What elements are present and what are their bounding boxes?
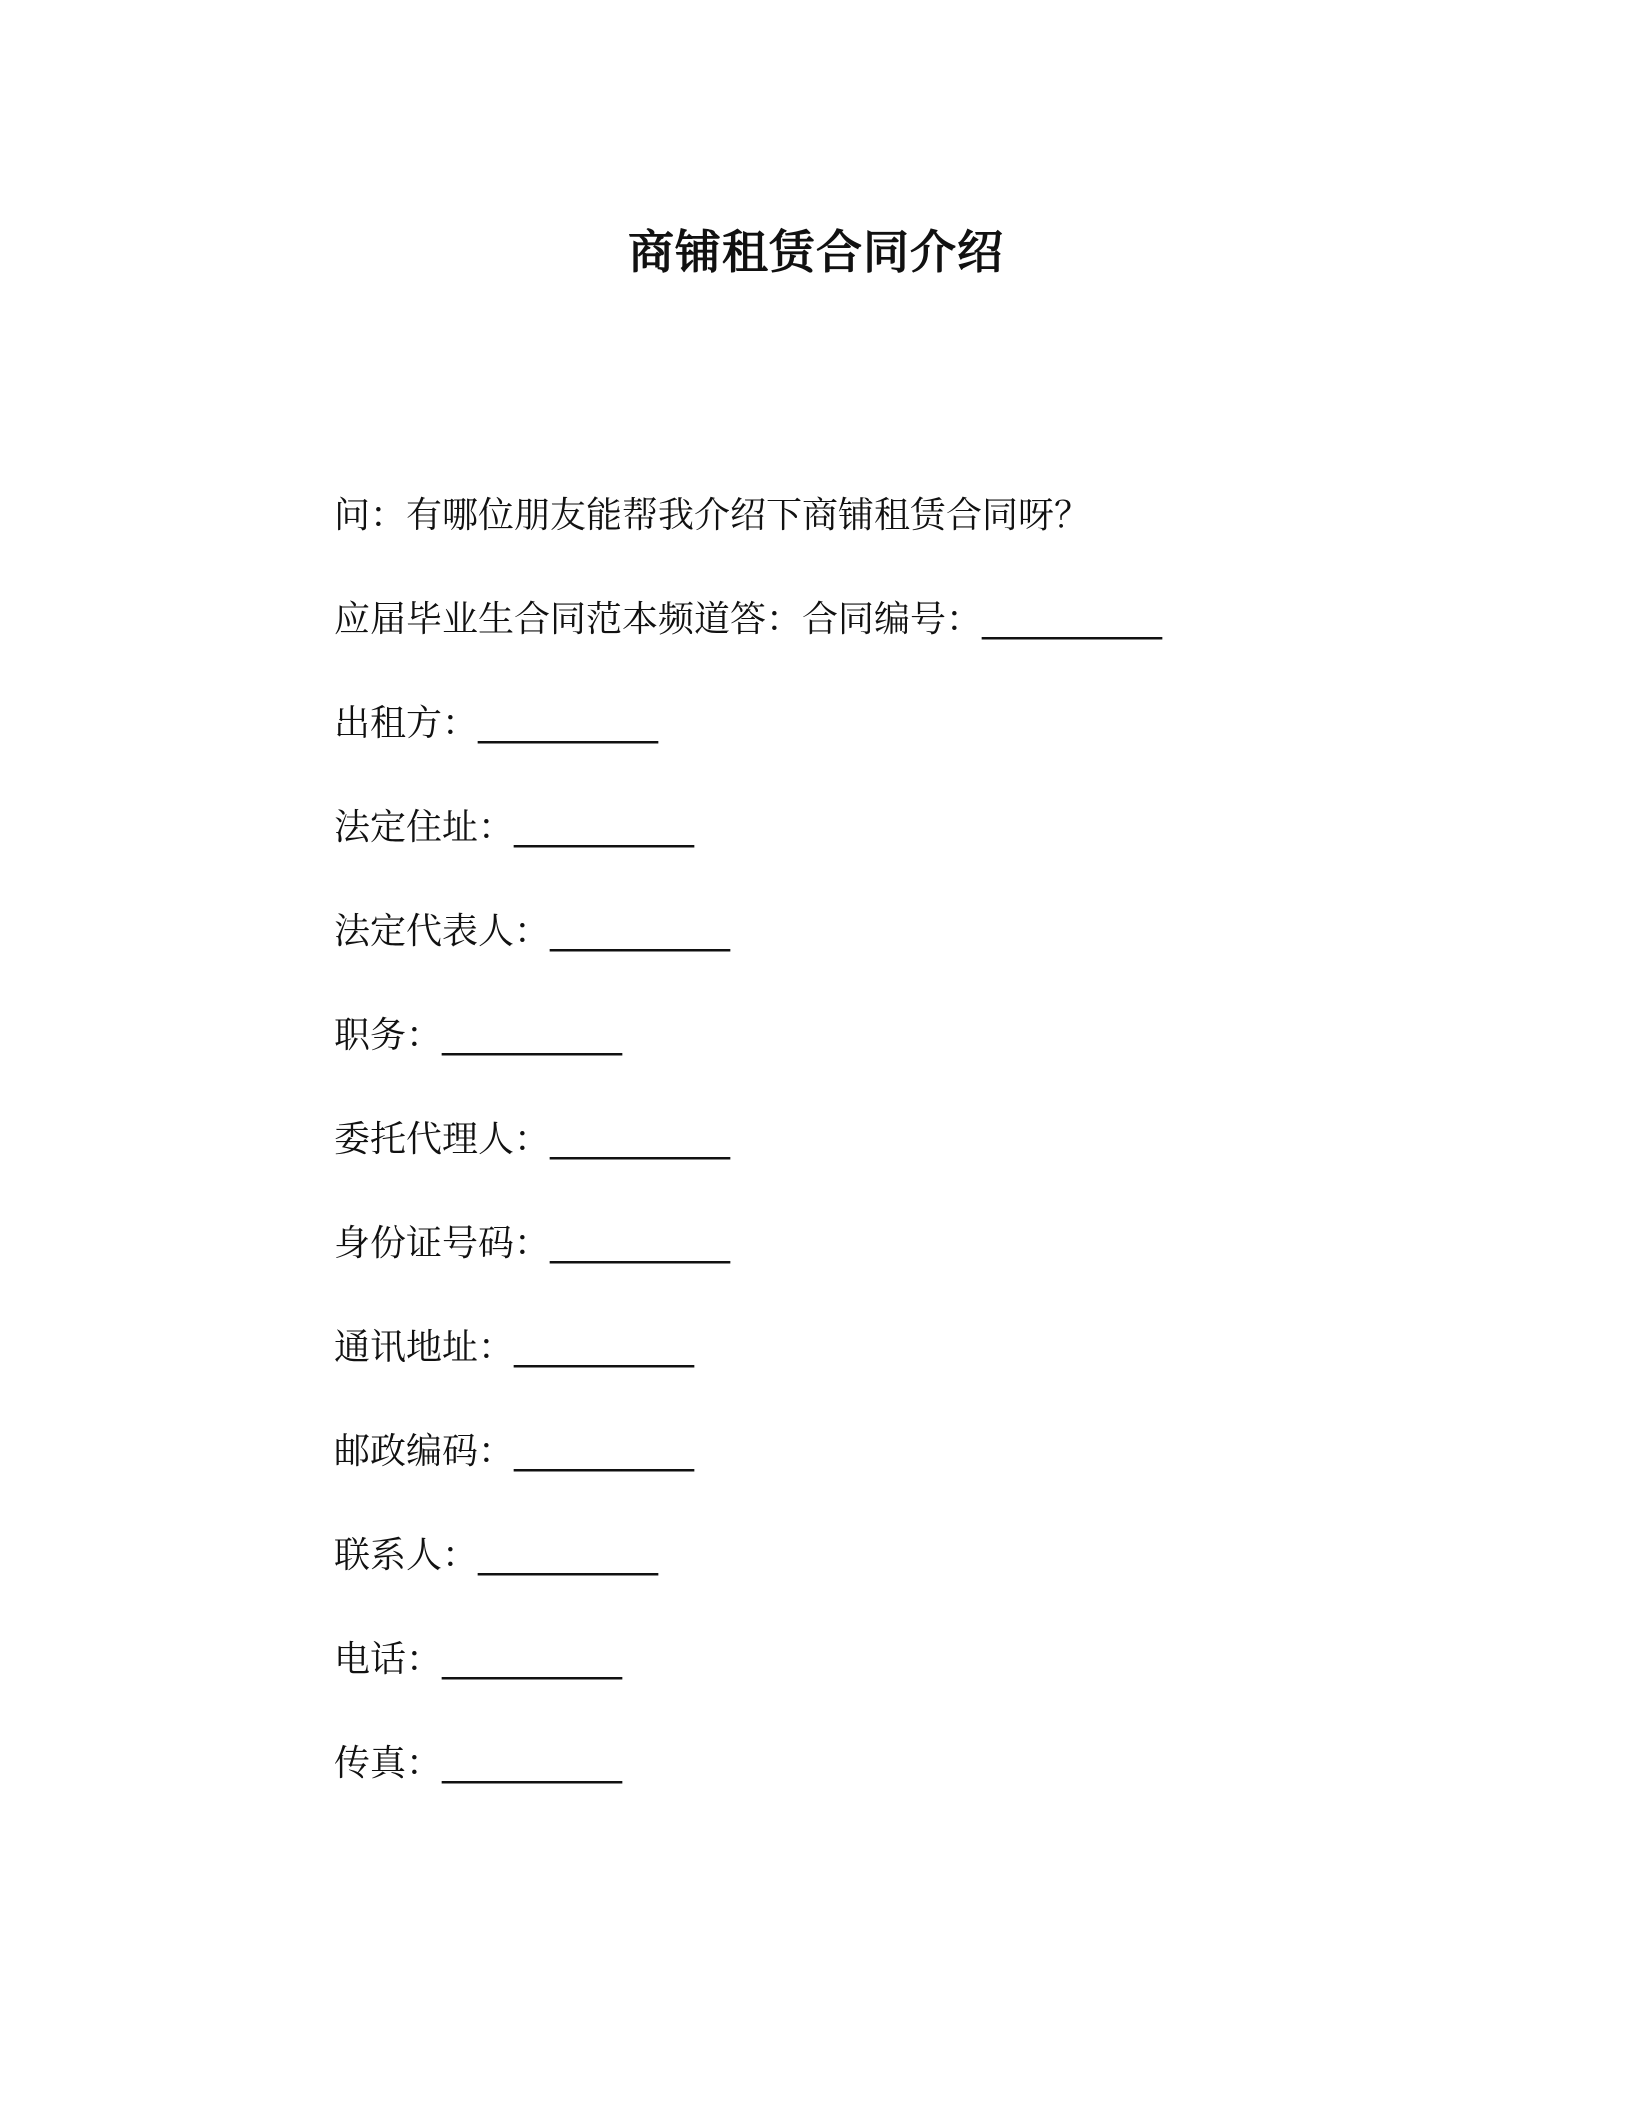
field-label: 联系人： [334, 1535, 479, 1576]
field-blank: __________ [982, 599, 1163, 640]
question-line: 问：有哪位朋友能帮我介绍下商铺租赁合同呀？ [334, 495, 1091, 536]
field-line-position [334, 1012, 1434, 1060]
field-line-legal-representative [334, 908, 1434, 956]
field-blank: __________ [442, 1015, 623, 1056]
field-blank: __________ [550, 1119, 731, 1160]
field-blank: __________ [478, 1535, 659, 1576]
field-line-contact-person [334, 1532, 1434, 1580]
field-label: 职务： [334, 1015, 443, 1056]
field-line-contract-number [334, 596, 1434, 644]
field-line-lessor [334, 700, 1434, 748]
field-label: 出租方： [334, 703, 479, 744]
field-label: 法定住址： [334, 807, 515, 848]
field-label: 委托代理人： [334, 1119, 551, 1160]
field-blank: __________ [550, 1223, 731, 1264]
field-label: 应届毕业生合同范本频道答：合同编号： [334, 599, 983, 640]
field-blank: __________ [442, 1639, 623, 1680]
field-line-mailing-address [334, 1324, 1434, 1372]
document-body [334, 492, 1434, 1844]
field-line-postal-code [334, 1428, 1434, 1476]
field-blank: __________ [514, 807, 695, 848]
field-label: 通讯地址： [334, 1327, 515, 1368]
field-label: 法定代表人： [334, 911, 551, 952]
page-title: 商铺租赁合同介绍 [628, 225, 1004, 279]
field-line-phone [334, 1636, 1434, 1684]
field-line-id-number [334, 1220, 1434, 1268]
field-blank: __________ [514, 1431, 695, 1472]
field-blank: __________ [442, 1743, 623, 1784]
field-label: 邮政编码： [334, 1431, 515, 1472]
field-blank: __________ [478, 703, 659, 744]
field-line-fax [334, 1740, 1434, 1788]
field-line-legal-address [334, 804, 1434, 852]
field-label: 电话： [334, 1639, 443, 1680]
field-blank: __________ [550, 911, 731, 952]
field-line-authorized-agent [334, 1116, 1434, 1164]
field-label: 身份证号码： [334, 1223, 551, 1264]
field-label: 传真： [334, 1743, 443, 1784]
field-blank: __________ [514, 1327, 695, 1368]
